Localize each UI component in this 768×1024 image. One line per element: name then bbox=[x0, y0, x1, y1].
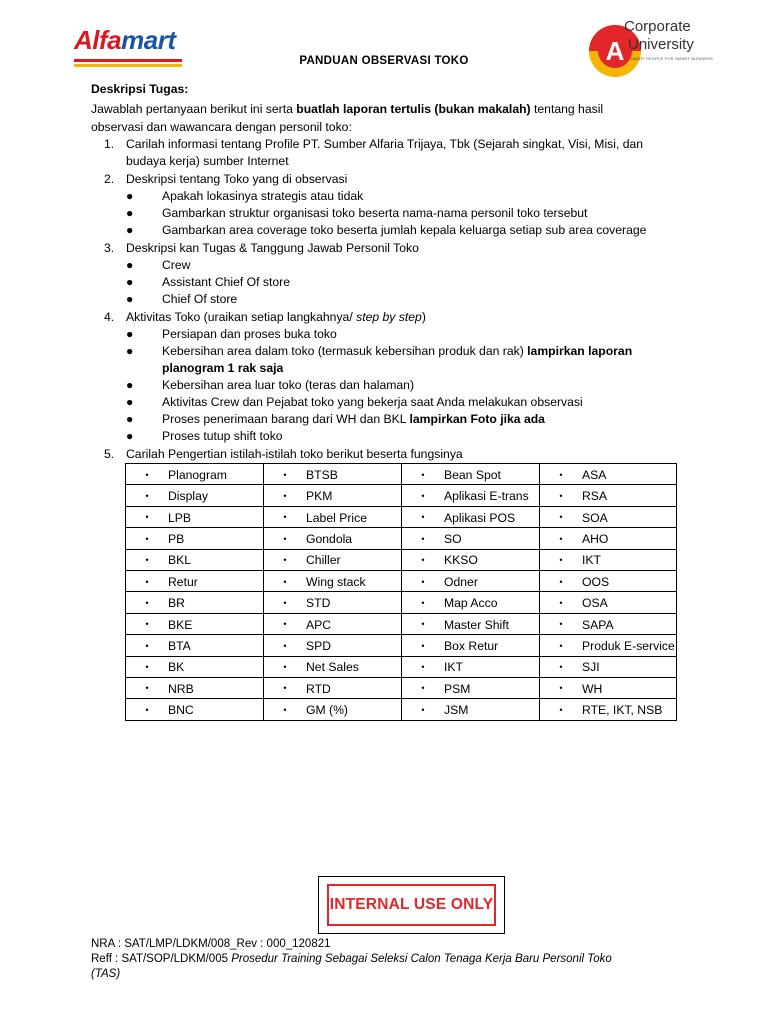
bullet-icon: • bbox=[145, 576, 149, 587]
term-text: OSA bbox=[582, 595, 608, 610]
table-cell bbox=[540, 699, 677, 720]
bullet-icon: • bbox=[559, 683, 563, 694]
term-text: SOA bbox=[582, 510, 608, 525]
bullet-icon: • bbox=[283, 490, 287, 501]
table-row bbox=[126, 485, 677, 506]
term-text: KKSO bbox=[444, 553, 478, 568]
footer-reff bbox=[91, 952, 612, 967]
term-text: BKL bbox=[168, 553, 192, 568]
bullet-icon: ● bbox=[126, 412, 134, 426]
item-4-text-plain: Aktivitas Toko (uraikan setiap langkahnya/ bbox=[126, 310, 357, 324]
footer-nra: NRA : SAT/LMP/LDKM/008_Rev : 000_120821 bbox=[91, 938, 331, 950]
bullet-icon: • bbox=[283, 469, 287, 480]
term-text: Net Sales bbox=[306, 660, 359, 675]
bullet-icon: • bbox=[559, 704, 563, 715]
bullet-icon: ● bbox=[126, 258, 134, 272]
item-1-line-2: budaya kerja) sumber Internet bbox=[126, 154, 289, 168]
table-cell bbox=[126, 699, 264, 720]
table-cell bbox=[540, 485, 677, 506]
term-text: Chiller bbox=[306, 553, 341, 568]
bullet-text-bold: lampirkan laporan bbox=[527, 344, 633, 358]
bullet-icon: • bbox=[145, 555, 149, 566]
term-text: BNC bbox=[168, 702, 194, 717]
bullet-icon: • bbox=[283, 683, 287, 694]
bullet-text-plain: Kebersihan area dalam toko (termasuk kebersihan produk dan rak) bbox=[162, 344, 528, 358]
term-text: PB bbox=[168, 531, 185, 546]
bullet-icon: • bbox=[559, 597, 563, 608]
bullet-icon: • bbox=[421, 555, 425, 566]
intro-text-end: tentang hasil bbox=[530, 102, 604, 116]
table-cell bbox=[540, 464, 677, 485]
table-cell bbox=[540, 592, 677, 613]
term-text: OOS bbox=[582, 574, 610, 589]
term-text: ASA bbox=[582, 467, 607, 482]
table-row bbox=[126, 656, 677, 677]
footer-reff-title: Prosedur Training Sebagai Seleksi Calon Tenaga Kerja Baru Personil Toko bbox=[231, 953, 612, 965]
item-2-text: Deskripsi tentang Toko yang di observasi bbox=[126, 172, 348, 186]
table-cell bbox=[126, 613, 264, 634]
bullet-icon: • bbox=[559, 469, 563, 480]
term-text: RTE, IKT, NSB bbox=[582, 702, 663, 717]
bullet-icon: ● bbox=[126, 292, 134, 306]
table-cell bbox=[540, 549, 677, 570]
table-cell bbox=[126, 528, 264, 549]
bullet-icon: ● bbox=[126, 429, 134, 443]
table-cell bbox=[540, 528, 677, 549]
bullet-icon: • bbox=[283, 576, 287, 587]
bullet-icon: • bbox=[145, 597, 149, 608]
intro-bold-text: buatlah laporan tertulis (bukan makalah) bbox=[296, 102, 531, 116]
intro-text: Jawablah pertanyaan berikut ini serta bbox=[91, 102, 297, 116]
bullet-icon: • bbox=[283, 512, 287, 523]
term-text: PSM bbox=[444, 681, 471, 696]
bullet-icon: ● bbox=[126, 223, 134, 237]
term-text: BK bbox=[168, 660, 185, 675]
term-text: AHO bbox=[582, 531, 609, 546]
item-2-bullet: Apakah lokasinya strategis atau tidak bbox=[162, 189, 364, 203]
cu-tagline: SMART PEOPLE FOR SMART BUSINESS bbox=[630, 56, 714, 61]
bullet-icon: • bbox=[421, 662, 425, 673]
term-text: BR bbox=[168, 595, 185, 610]
table-cell bbox=[540, 635, 677, 656]
bullet-icon: • bbox=[559, 555, 563, 566]
logo-text-alfa: Alfa bbox=[74, 25, 122, 55]
table-cell bbox=[264, 570, 402, 591]
item-4-text-end: ) bbox=[421, 310, 426, 324]
term-text: BTA bbox=[168, 638, 191, 653]
term-text: RSA bbox=[582, 488, 608, 503]
footer-reff-code: Reff : SAT/SOP/LDKM/005 bbox=[91, 953, 232, 965]
term-text: APC bbox=[306, 617, 332, 632]
table-cell bbox=[402, 464, 540, 485]
item-3-text: Deskripsi kan Tugas & Tanggung Jawab Personil Toko bbox=[126, 241, 419, 255]
logo-text-mart: mart bbox=[121, 25, 176, 55]
bullet-icon: • bbox=[421, 640, 425, 651]
bullet-icon: • bbox=[145, 704, 149, 715]
table-cell bbox=[126, 677, 264, 698]
term-text: Label Price bbox=[306, 510, 367, 525]
term-text: BTSB bbox=[306, 467, 338, 482]
bullet-icon: ● bbox=[126, 275, 134, 289]
bullet-icon: • bbox=[559, 576, 563, 587]
table-cell bbox=[264, 656, 402, 677]
term-text: Retur bbox=[168, 574, 198, 589]
term-text: NRB bbox=[168, 681, 194, 696]
internal-use-stamp bbox=[318, 876, 505, 934]
table-row bbox=[126, 570, 677, 591]
bullet-icon: • bbox=[145, 469, 149, 480]
table-cell bbox=[264, 613, 402, 634]
table-cell bbox=[402, 656, 540, 677]
table-cell bbox=[126, 464, 264, 485]
table-cell bbox=[126, 506, 264, 527]
table-cell bbox=[540, 656, 677, 677]
bullet-icon: • bbox=[559, 490, 563, 501]
table-row bbox=[126, 549, 677, 570]
bullet-icon: ● bbox=[126, 327, 134, 341]
item-4-bullet bbox=[162, 411, 545, 428]
term-text: SO bbox=[444, 531, 462, 546]
table-cell bbox=[402, 570, 540, 591]
term-text: IKT bbox=[582, 553, 601, 568]
table-cell bbox=[540, 613, 677, 634]
term-text: Gondola bbox=[306, 531, 353, 546]
table-cell bbox=[402, 699, 540, 720]
item-number: 4. bbox=[104, 310, 115, 324]
cu-text-university: University bbox=[628, 36, 694, 53]
table-cell bbox=[126, 570, 264, 591]
item-number: 1. bbox=[104, 137, 115, 151]
item-4-bullet bbox=[162, 343, 632, 360]
table-row bbox=[126, 613, 677, 634]
bullet-icon: • bbox=[559, 533, 563, 544]
bullet-icon: • bbox=[145, 490, 149, 501]
term-text: BKE bbox=[168, 617, 193, 632]
table-cell bbox=[402, 635, 540, 656]
term-text: PKM bbox=[306, 488, 333, 503]
term-text: Odner bbox=[444, 574, 478, 589]
bullet-icon: • bbox=[559, 662, 563, 673]
svg-text:A: A bbox=[605, 36, 625, 66]
bullet-icon: ● bbox=[126, 378, 134, 392]
term-text: SPD bbox=[306, 638, 332, 653]
bullet-icon: ● bbox=[126, 189, 134, 203]
term-text: Map Acco bbox=[444, 595, 498, 610]
term-text: SJI bbox=[582, 660, 600, 675]
bullet-text-plain: Proses penerimaan barang dari WH dan BKL bbox=[162, 412, 410, 426]
table-cell bbox=[402, 506, 540, 527]
item-4-bullet: Aktivitas Crew dan Pejabat toko yang bekerja saat Anda melakukan observasi bbox=[162, 395, 583, 409]
item-number: 5. bbox=[104, 447, 115, 461]
table-cell bbox=[264, 528, 402, 549]
bullet-icon: • bbox=[145, 619, 149, 630]
terms-table bbox=[125, 463, 677, 721]
bullet-icon: • bbox=[421, 597, 425, 608]
stamp-text: INTERNAL USE ONLY bbox=[327, 884, 496, 926]
table-cell bbox=[402, 677, 540, 698]
table-row bbox=[126, 635, 677, 656]
table-row bbox=[126, 506, 677, 527]
bullet-icon: • bbox=[283, 619, 287, 630]
item-4-bullet-continued: planogram 1 rak saja bbox=[162, 361, 284, 375]
bullet-icon: ● bbox=[126, 395, 134, 409]
bullet-icon: • bbox=[421, 576, 425, 587]
table-cell bbox=[402, 485, 540, 506]
item-2-bullet: Gambarkan struktur organisasi toko beserta nama-nama personil toko tersebut bbox=[162, 206, 588, 220]
term-text: STD bbox=[306, 595, 331, 610]
table-row bbox=[126, 677, 677, 698]
table-cell bbox=[264, 506, 402, 527]
document-title: PANDUAN OBSERVASI TOKO bbox=[299, 55, 469, 67]
table-cell bbox=[264, 485, 402, 506]
table-row bbox=[126, 592, 677, 613]
item-1-line-1: Carilah informasi tentang Profile PT. Sumber Alfaria Trijaya, Tbk (Sejarah singkat, Visi, Misi, dan bbox=[126, 137, 644, 151]
term-text: Master Shift bbox=[444, 617, 510, 632]
term-text: Aplikasi POS bbox=[444, 510, 516, 525]
item-4-text-italic: step by step bbox=[356, 310, 422, 324]
item-4-bullet: Proses tutup shift toko bbox=[162, 429, 283, 443]
table-cell bbox=[402, 592, 540, 613]
cu-text-corporate: Corporate bbox=[624, 18, 691, 35]
table-cell bbox=[540, 506, 677, 527]
bullet-icon: • bbox=[283, 704, 287, 715]
bullet-icon: • bbox=[559, 619, 563, 630]
bullet-icon: • bbox=[559, 512, 563, 523]
table-cell bbox=[264, 549, 402, 570]
bullet-icon: ● bbox=[126, 344, 134, 358]
bullet-icon: • bbox=[145, 640, 149, 651]
term-text: Display bbox=[168, 488, 208, 503]
bullet-icon: • bbox=[145, 683, 149, 694]
intro-line-1 bbox=[91, 101, 603, 118]
table-cell bbox=[126, 485, 264, 506]
table-cell bbox=[126, 656, 264, 677]
footer-reff-line-2: (TAS) bbox=[91, 968, 121, 980]
table-row bbox=[126, 464, 677, 485]
table-cell bbox=[264, 464, 402, 485]
bullet-icon: • bbox=[559, 640, 563, 651]
item-4-bullet: Persiapan dan proses buka toko bbox=[162, 327, 337, 341]
intro-line-2: observasi dan wawancara dengan personil toko: bbox=[91, 120, 352, 134]
bullet-icon: • bbox=[421, 619, 425, 630]
bullet-text-bold: lampirkan Foto jika ada bbox=[409, 412, 545, 426]
item-3-bullet: Assistant Chief Of store bbox=[162, 275, 291, 289]
item-number: 3. bbox=[104, 241, 115, 255]
term-text: GM (%) bbox=[306, 702, 348, 717]
item-5-text: Carilah Pengertian istilah-istilah toko berikut beserta fungsinya bbox=[126, 447, 463, 461]
bullet-icon: • bbox=[421, 512, 425, 523]
table-row bbox=[126, 528, 677, 549]
term-text: Planogram bbox=[168, 467, 227, 482]
table-cell bbox=[126, 549, 264, 570]
bullet-icon: • bbox=[283, 533, 287, 544]
table-cell bbox=[540, 570, 677, 591]
term-text: SAPA bbox=[582, 617, 614, 632]
term-text: Produk E-service bbox=[582, 638, 675, 653]
bullet-icon: • bbox=[145, 533, 149, 544]
table-cell bbox=[264, 592, 402, 613]
bullet-icon: • bbox=[283, 662, 287, 673]
bullet-icon: • bbox=[145, 512, 149, 523]
table-cell bbox=[264, 677, 402, 698]
item-4-text bbox=[126, 309, 426, 326]
term-text: Aplikasi E-trans bbox=[444, 488, 529, 503]
bullet-icon: • bbox=[283, 640, 287, 651]
bullet-icon: • bbox=[145, 662, 149, 673]
bullet-icon: • bbox=[283, 555, 287, 566]
bullet-icon: • bbox=[421, 683, 425, 694]
term-text: Bean Spot bbox=[444, 467, 501, 482]
bullet-icon: • bbox=[421, 490, 425, 501]
table-cell bbox=[402, 528, 540, 549]
table-cell bbox=[126, 592, 264, 613]
section-heading: Deskripsi Tugas: bbox=[91, 82, 189, 96]
term-text: LPB bbox=[168, 510, 192, 525]
bullet-icon: • bbox=[421, 469, 425, 480]
item-3-bullet: Chief Of store bbox=[162, 292, 238, 306]
table-cell bbox=[264, 635, 402, 656]
bullet-icon: • bbox=[421, 704, 425, 715]
term-text: WH bbox=[582, 681, 603, 696]
corporate-university-logo bbox=[588, 18, 714, 80]
term-text: IKT bbox=[444, 660, 463, 675]
table-cell bbox=[540, 677, 677, 698]
table-cell bbox=[402, 549, 540, 570]
item-4-bullet: Kebersihan area luar toko (teras dan halaman) bbox=[162, 378, 415, 392]
table-row bbox=[126, 699, 677, 720]
item-3-bullet: Crew bbox=[162, 258, 191, 272]
bullet-icon: ● bbox=[126, 206, 134, 220]
term-text: Box Retur bbox=[444, 638, 499, 653]
term-text: JSM bbox=[444, 702, 469, 717]
table-cell bbox=[126, 635, 264, 656]
term-text: Wing stack bbox=[306, 574, 366, 589]
bullet-icon: • bbox=[421, 533, 425, 544]
bullet-icon: • bbox=[283, 597, 287, 608]
item-number: 2. bbox=[104, 172, 115, 186]
term-text: RTD bbox=[306, 681, 331, 696]
table-cell bbox=[402, 613, 540, 634]
table-cell bbox=[264, 699, 402, 720]
item-2-bullet: Gambarkan area coverage toko beserta jumlah kepala keluarga setiap sub area coverage bbox=[162, 223, 647, 237]
